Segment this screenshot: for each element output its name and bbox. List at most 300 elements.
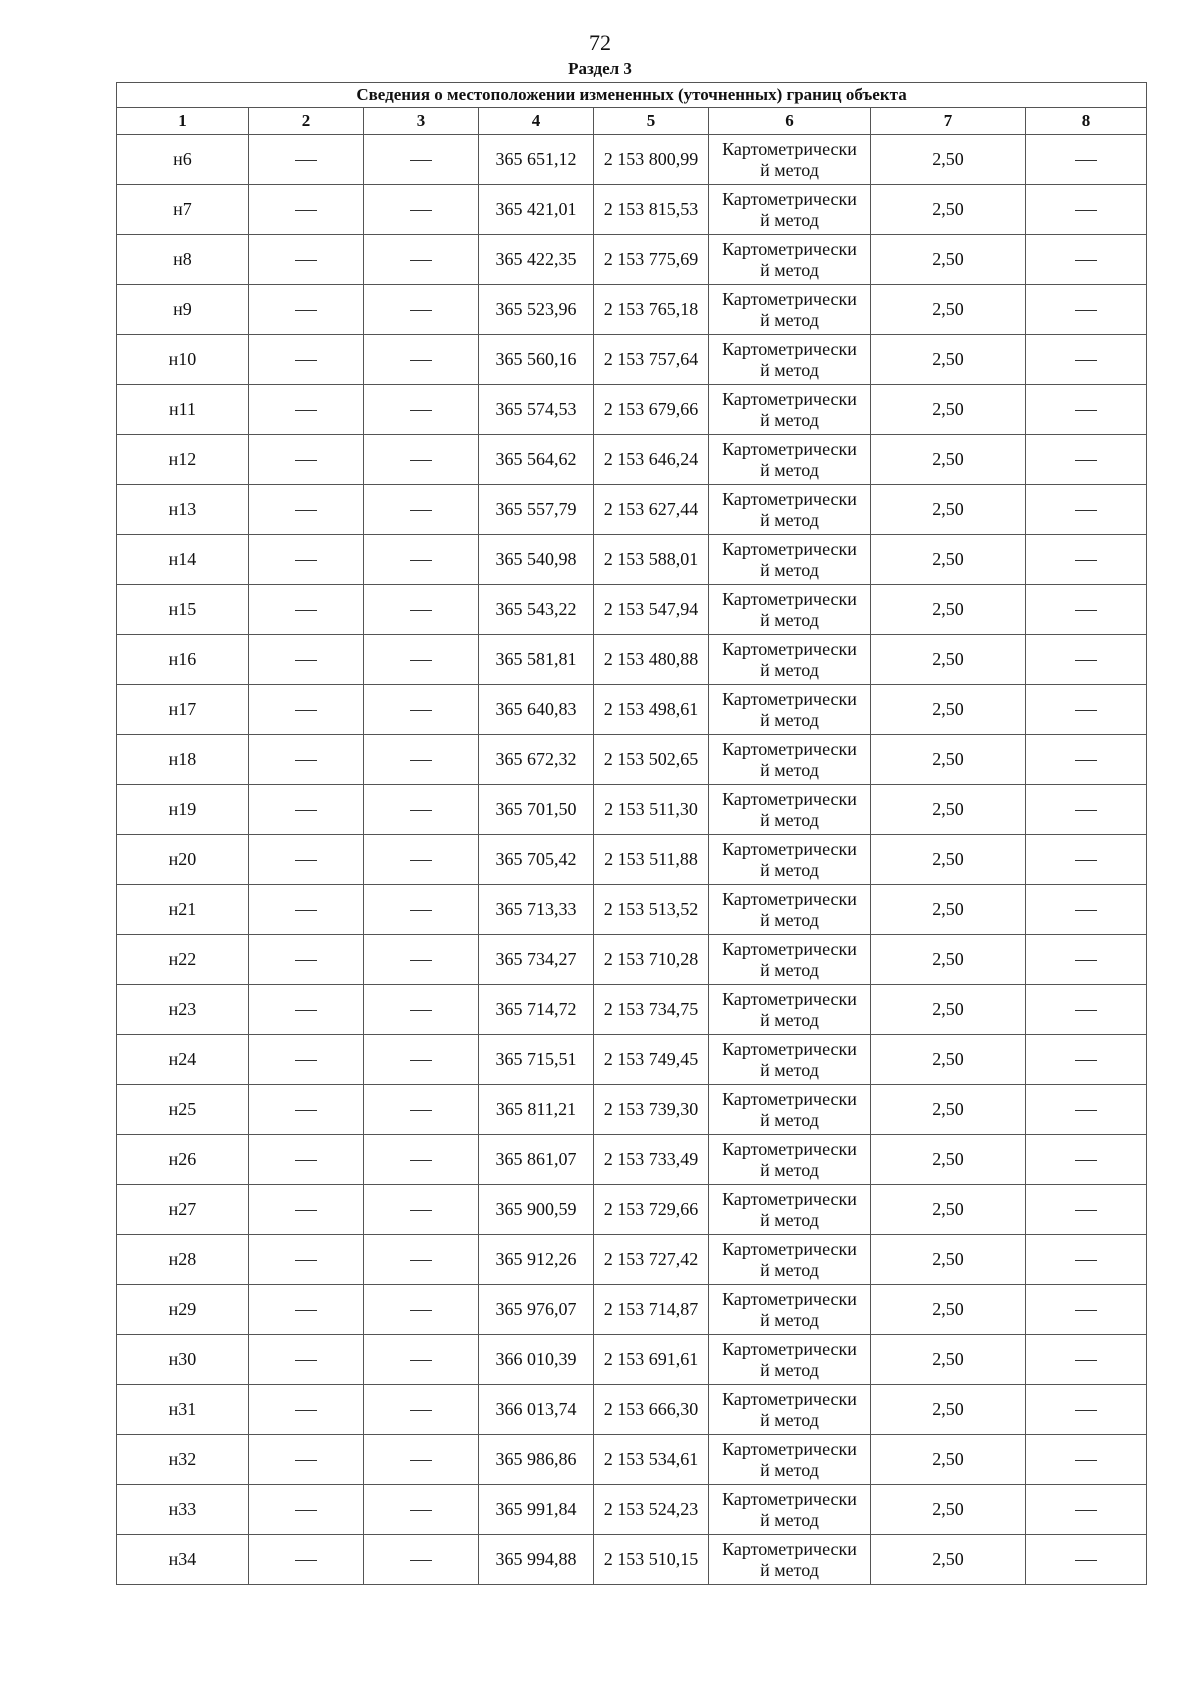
dash-mark [410, 1110, 432, 1111]
table-row [117, 1435, 1147, 1485]
empty-cell-col3 [364, 885, 479, 935]
method-line2: й метод [760, 709, 819, 730]
accuracy-value: 2,50 [871, 785, 1026, 835]
dash-mark [1075, 1560, 1097, 1561]
coordinate-y: 2 153 727,42 [594, 1235, 709, 1285]
point-label: н18 [117, 735, 249, 785]
empty-cell-col2 [249, 1435, 364, 1485]
method-line2: й метод [760, 1159, 819, 1180]
empty-cell-col2 [249, 1385, 364, 1435]
method-line1: Картометрически [722, 888, 857, 909]
coordinate-y: 2 153 800,99 [594, 135, 709, 185]
coordinate-y: 2 153 511,30 [594, 785, 709, 835]
coordinate-y: 2 153 511,88 [594, 835, 709, 885]
coordinate-x: 365 701,50 [479, 785, 594, 835]
dash-mark [410, 460, 432, 461]
column-number: 4 [479, 108, 594, 135]
table-row [117, 485, 1147, 535]
table-row [117, 935, 1147, 985]
method-line1: Картометрически [722, 838, 857, 859]
empty-cell-col2 [249, 485, 364, 535]
dash-mark [295, 1410, 317, 1411]
method-cell [709, 585, 871, 635]
section-title: Раздел 3 [568, 59, 632, 78]
coordinate-x: 365 715,51 [479, 1035, 594, 1085]
method-cell [709, 635, 871, 685]
dash-mark [295, 910, 317, 911]
dash-mark [295, 860, 317, 861]
dash-mark [1075, 910, 1097, 911]
point-label: н8 [117, 235, 249, 285]
empty-cell-col3 [364, 285, 479, 335]
coordinate-x: 365 705,42 [479, 835, 594, 885]
point-label: н21 [117, 885, 249, 935]
point-label: н16 [117, 635, 249, 685]
method-line2: й метод [760, 809, 819, 830]
coordinate-x: 366 013,74 [479, 1385, 594, 1435]
method-line2: й метод [760, 209, 819, 230]
empty-cell-col8 [1026, 785, 1147, 835]
point-label: н23 [117, 985, 249, 1035]
coordinate-y: 2 153 815,53 [594, 185, 709, 235]
empty-cell-col2 [249, 635, 364, 685]
dash-mark [410, 410, 432, 411]
dash-mark [295, 1310, 317, 1311]
empty-cell-col3 [364, 935, 479, 985]
dash-mark [410, 660, 432, 661]
dash-mark [1075, 1010, 1097, 1011]
coordinate-y: 2 153 547,94 [594, 585, 709, 635]
method-line2: й метод [760, 609, 819, 630]
empty-cell-col3 [364, 1085, 479, 1135]
dash-mark [295, 360, 317, 361]
coordinate-y: 2 153 765,18 [594, 285, 709, 335]
point-label: н22 [117, 935, 249, 985]
table-row [117, 785, 1147, 835]
table-row [117, 185, 1147, 235]
empty-cell-col2 [249, 1485, 364, 1535]
method-cell [709, 1135, 871, 1185]
coordinate-x: 365 564,62 [479, 435, 594, 485]
empty-cell-col3 [364, 985, 479, 1035]
point-label: н32 [117, 1435, 249, 1485]
point-label: н26 [117, 1135, 249, 1185]
dash-mark [295, 410, 317, 411]
dash-mark [1075, 460, 1097, 461]
coordinate-x: 365 421,01 [479, 185, 594, 235]
point-label: н30 [117, 1335, 249, 1385]
method-line1: Картометрически [722, 788, 857, 809]
method-line2: й метод [760, 409, 819, 430]
column-number: 1 [117, 108, 249, 135]
coordinate-x: 365 540,98 [479, 535, 594, 585]
method-line1: Картометрически [722, 1388, 857, 1409]
method-cell [709, 535, 871, 585]
empty-cell-col2 [249, 1185, 364, 1235]
empty-cell-col8 [1026, 1235, 1147, 1285]
empty-cell-col3 [364, 1185, 479, 1235]
table-row [117, 435, 1147, 485]
table-row [117, 985, 1147, 1035]
point-label: н14 [117, 535, 249, 585]
point-label: н33 [117, 1485, 249, 1535]
empty-cell-col2 [249, 785, 364, 835]
dash-mark [1075, 1410, 1097, 1411]
dash-mark [410, 260, 432, 261]
accuracy-value: 2,50 [871, 1535, 1026, 1585]
method-line1: Картометрически [722, 1138, 857, 1159]
column-number: 8 [1026, 108, 1147, 135]
table-row [117, 285, 1147, 335]
empty-cell-col8 [1026, 135, 1147, 185]
point-label: н7 [117, 185, 249, 235]
dash-mark [1075, 260, 1097, 261]
dash-mark [410, 910, 432, 911]
table-row [117, 1385, 1147, 1435]
empty-cell-col8 [1026, 435, 1147, 485]
empty-cell-col8 [1026, 885, 1147, 935]
coordinate-x: 365 422,35 [479, 235, 594, 285]
method-cell [709, 1535, 871, 1585]
dash-mark [410, 310, 432, 311]
dash-mark [295, 1360, 317, 1361]
method-line2: й метод [760, 459, 819, 480]
empty-cell-col8 [1026, 1335, 1147, 1385]
empty-cell-col2 [249, 235, 364, 285]
table-row [117, 1535, 1147, 1585]
method-line2: й метод [760, 359, 819, 380]
coordinate-y: 2 153 757,64 [594, 335, 709, 385]
table-row [117, 635, 1147, 685]
empty-cell-col2 [249, 1235, 364, 1285]
empty-cell-col8 [1026, 1185, 1147, 1235]
accuracy-value: 2,50 [871, 385, 1026, 435]
coordinate-y: 2 153 588,01 [594, 535, 709, 585]
method-line1: Картометрически [722, 1088, 857, 1109]
method-cell [709, 935, 871, 985]
method-cell [709, 235, 871, 285]
method-line2: й метод [760, 309, 819, 330]
accuracy-value: 2,50 [871, 485, 1026, 535]
empty-cell-col3 [364, 585, 479, 635]
method-cell [709, 1335, 871, 1385]
coordinate-y: 2 153 679,66 [594, 385, 709, 435]
coordinate-y: 2 153 502,65 [594, 735, 709, 785]
method-line2: й метод [760, 1309, 819, 1330]
dash-mark [295, 660, 317, 661]
method-line1: Картометрически [722, 1338, 857, 1359]
page-number: 72 [589, 30, 611, 55]
point-label: н20 [117, 835, 249, 885]
dash-mark [295, 810, 317, 811]
dash-mark [410, 510, 432, 511]
coordinate-x: 365 640,83 [479, 685, 594, 735]
empty-cell-col3 [364, 635, 479, 685]
method-line2: й метод [760, 159, 819, 180]
empty-cell-col3 [364, 735, 479, 785]
table-row [117, 1185, 1147, 1235]
method-line1: Картометрически [722, 288, 857, 309]
point-label: н25 [117, 1085, 249, 1135]
point-label: н12 [117, 435, 249, 485]
table-row [117, 885, 1147, 935]
point-label: н28 [117, 1235, 249, 1285]
table-row [117, 585, 1147, 635]
dash-mark [295, 1210, 317, 1211]
table-row [117, 735, 1147, 785]
empty-cell-col8 [1026, 535, 1147, 585]
point-label: н27 [117, 1185, 249, 1235]
point-label: н29 [117, 1285, 249, 1335]
coordinate-y: 2 153 646,24 [594, 435, 709, 485]
method-cell [709, 835, 871, 885]
empty-cell-col2 [249, 335, 364, 385]
method-cell [709, 435, 871, 485]
empty-cell-col3 [364, 685, 479, 735]
coordinate-x: 366 010,39 [479, 1335, 594, 1385]
method-line2: й метод [760, 859, 819, 880]
dash-mark [1075, 360, 1097, 361]
dash-mark [1075, 960, 1097, 961]
dash-mark [295, 510, 317, 511]
empty-cell-col3 [364, 135, 479, 185]
dash-mark [410, 160, 432, 161]
table-row [117, 1285, 1147, 1335]
empty-cell-col8 [1026, 1135, 1147, 1185]
dash-mark [295, 1260, 317, 1261]
dash-mark [1075, 1060, 1097, 1061]
point-label: н15 [117, 585, 249, 635]
empty-cell-col2 [249, 935, 364, 985]
coordinate-y: 2 153 480,88 [594, 635, 709, 685]
coordinate-x: 365 557,79 [479, 485, 594, 535]
empty-cell-col8 [1026, 1035, 1147, 1085]
method-cell [709, 735, 871, 785]
dash-mark [410, 1360, 432, 1361]
method-line1: Картометрически [722, 238, 857, 259]
dash-mark [410, 1260, 432, 1261]
point-label: н24 [117, 1035, 249, 1085]
empty-cell-col3 [364, 1385, 479, 1435]
empty-cell-col2 [249, 1035, 364, 1085]
coordinate-y: 2 153 666,30 [594, 1385, 709, 1435]
method-line1: Картометрически [722, 1538, 857, 1559]
coordinate-y: 2 153 710,28 [594, 935, 709, 985]
empty-cell-col8 [1026, 285, 1147, 335]
coordinate-x: 365 900,59 [479, 1185, 594, 1235]
empty-cell-col2 [249, 1335, 364, 1385]
empty-cell-col8 [1026, 1535, 1147, 1585]
accuracy-value: 2,50 [871, 1335, 1026, 1385]
dash-mark [295, 1510, 317, 1511]
empty-cell-col8 [1026, 1435, 1147, 1485]
empty-cell-col2 [249, 1285, 364, 1335]
coordinate-x: 365 560,16 [479, 335, 594, 385]
point-label: н19 [117, 785, 249, 835]
empty-cell-col2 [249, 185, 364, 235]
method-line2: й метод [760, 1059, 819, 1080]
empty-cell-col2 [249, 735, 364, 785]
point-label: н31 [117, 1385, 249, 1435]
empty-cell-col2 [249, 1085, 364, 1135]
dash-mark [410, 1160, 432, 1161]
dash-mark [295, 960, 317, 961]
dash-mark [410, 1210, 432, 1211]
point-label: н34 [117, 1535, 249, 1585]
method-cell [709, 185, 871, 235]
method-cell [709, 385, 871, 435]
dash-mark [410, 360, 432, 361]
empty-cell-col3 [364, 1485, 479, 1535]
empty-cell-col2 [249, 685, 364, 735]
dash-mark [410, 860, 432, 861]
dash-mark [410, 610, 432, 611]
empty-cell-col8 [1026, 835, 1147, 885]
point-label: н13 [117, 485, 249, 535]
method-line1: Картометрически [722, 538, 857, 559]
coordinate-x: 365 651,12 [479, 135, 594, 185]
dash-mark [1075, 310, 1097, 311]
table-row [117, 385, 1147, 435]
accuracy-value: 2,50 [871, 685, 1026, 735]
method-line2: й метод [760, 959, 819, 980]
column-number: 3 [364, 108, 479, 135]
method-cell [709, 985, 871, 1035]
empty-cell-col8 [1026, 685, 1147, 735]
method-line2: й метод [760, 559, 819, 580]
coordinate-x: 365 672,32 [479, 735, 594, 785]
dash-mark [295, 1010, 317, 1011]
table-row [117, 1235, 1147, 1285]
method-cell [709, 1185, 871, 1235]
accuracy-value: 2,50 [871, 135, 1026, 185]
table-row [117, 1085, 1147, 1135]
method-line2: й метод [760, 1009, 819, 1030]
empty-cell-col2 [249, 885, 364, 935]
empty-cell-col2 [249, 585, 364, 635]
coordinate-y: 2 153 627,44 [594, 485, 709, 535]
dash-mark [1075, 1360, 1097, 1361]
method-line2: й метод [760, 1209, 819, 1230]
coordinate-y: 2 153 534,61 [594, 1435, 709, 1485]
coordinate-x: 365 734,27 [479, 935, 594, 985]
point-label: н10 [117, 335, 249, 385]
empty-cell-col2 [249, 135, 364, 185]
method-line1: Картометрически [722, 338, 857, 359]
method-line1: Картометрически [722, 1238, 857, 1259]
column-number: 5 [594, 108, 709, 135]
empty-cell-col8 [1026, 585, 1147, 635]
method-line2: й метод [760, 1109, 819, 1130]
coordinate-y: 2 153 714,87 [594, 1285, 709, 1335]
method-line1: Картометрически [722, 188, 857, 209]
method-line2: й метод [760, 1409, 819, 1430]
empty-cell-col8 [1026, 1385, 1147, 1435]
empty-cell-col2 [249, 535, 364, 585]
dash-mark [1075, 610, 1097, 611]
dash-mark [1075, 210, 1097, 211]
table-row [117, 235, 1147, 285]
empty-cell-col3 [364, 485, 479, 535]
empty-cell-col3 [364, 235, 479, 285]
dash-mark [295, 460, 317, 461]
method-line1: Картометрически [722, 1038, 857, 1059]
empty-cell-col2 [249, 1535, 364, 1585]
method-line2: й метод [760, 759, 819, 780]
dash-mark [295, 1160, 317, 1161]
accuracy-value: 2,50 [871, 435, 1026, 485]
empty-cell-col3 [364, 1435, 479, 1485]
empty-cell-col8 [1026, 1485, 1147, 1535]
dash-mark [1075, 510, 1097, 511]
accuracy-value: 2,50 [871, 1185, 1026, 1235]
coordinate-y: 2 153 513,52 [594, 885, 709, 935]
coordinate-x: 365 976,07 [479, 1285, 594, 1335]
dash-mark [1075, 660, 1097, 661]
table-row [117, 685, 1147, 735]
coordinate-y: 2 153 734,75 [594, 985, 709, 1035]
table-caption: Сведения о местоположении измененных (уточненных) границ объекта [117, 83, 1147, 108]
empty-cell-col3 [364, 1285, 479, 1335]
method-line1: Картометрически [722, 688, 857, 709]
point-label: н6 [117, 135, 249, 185]
method-line2: й метод [760, 259, 819, 280]
dash-mark [410, 1010, 432, 1011]
method-cell [709, 785, 871, 835]
column-number: 2 [249, 108, 364, 135]
accuracy-value: 2,50 [871, 1235, 1026, 1285]
coordinate-x: 365 523,96 [479, 285, 594, 335]
dash-mark [410, 1310, 432, 1311]
empty-cell-col8 [1026, 935, 1147, 985]
empty-cell-col8 [1026, 235, 1147, 285]
accuracy-value: 2,50 [871, 735, 1026, 785]
accuracy-value: 2,50 [871, 285, 1026, 335]
method-cell [709, 285, 871, 335]
coordinate-x: 365 986,86 [479, 1435, 594, 1485]
dash-mark [410, 1560, 432, 1561]
accuracy-value: 2,50 [871, 835, 1026, 885]
dash-mark [295, 260, 317, 261]
table-row [117, 335, 1147, 385]
table-row [117, 135, 1147, 185]
method-line1: Картометрически [722, 938, 857, 959]
method-cell [709, 1485, 871, 1535]
empty-cell-col2 [249, 835, 364, 885]
dash-mark [1075, 1210, 1097, 1211]
boundary-coordinates-table [116, 82, 1147, 1585]
dash-mark [410, 710, 432, 711]
dash-mark [295, 560, 317, 561]
accuracy-value: 2,50 [871, 1035, 1026, 1085]
dash-mark [295, 1110, 317, 1111]
method-line2: й метод [760, 909, 819, 930]
empty-cell-col3 [364, 435, 479, 485]
method-cell [709, 335, 871, 385]
dash-mark [1075, 1260, 1097, 1261]
empty-cell-col8 [1026, 635, 1147, 685]
coordinate-x: 365 714,72 [479, 985, 594, 1035]
dash-mark [295, 310, 317, 311]
method-line1: Картометрически [722, 1288, 857, 1309]
table-body [117, 135, 1147, 1585]
accuracy-value: 2,50 [871, 885, 1026, 935]
coordinate-x: 365 543,22 [479, 585, 594, 635]
method-line1: Картометрически [722, 488, 857, 509]
method-line1: Картометрически [722, 1438, 857, 1459]
dash-mark [295, 760, 317, 761]
method-line1: Картометрически [722, 1488, 857, 1509]
